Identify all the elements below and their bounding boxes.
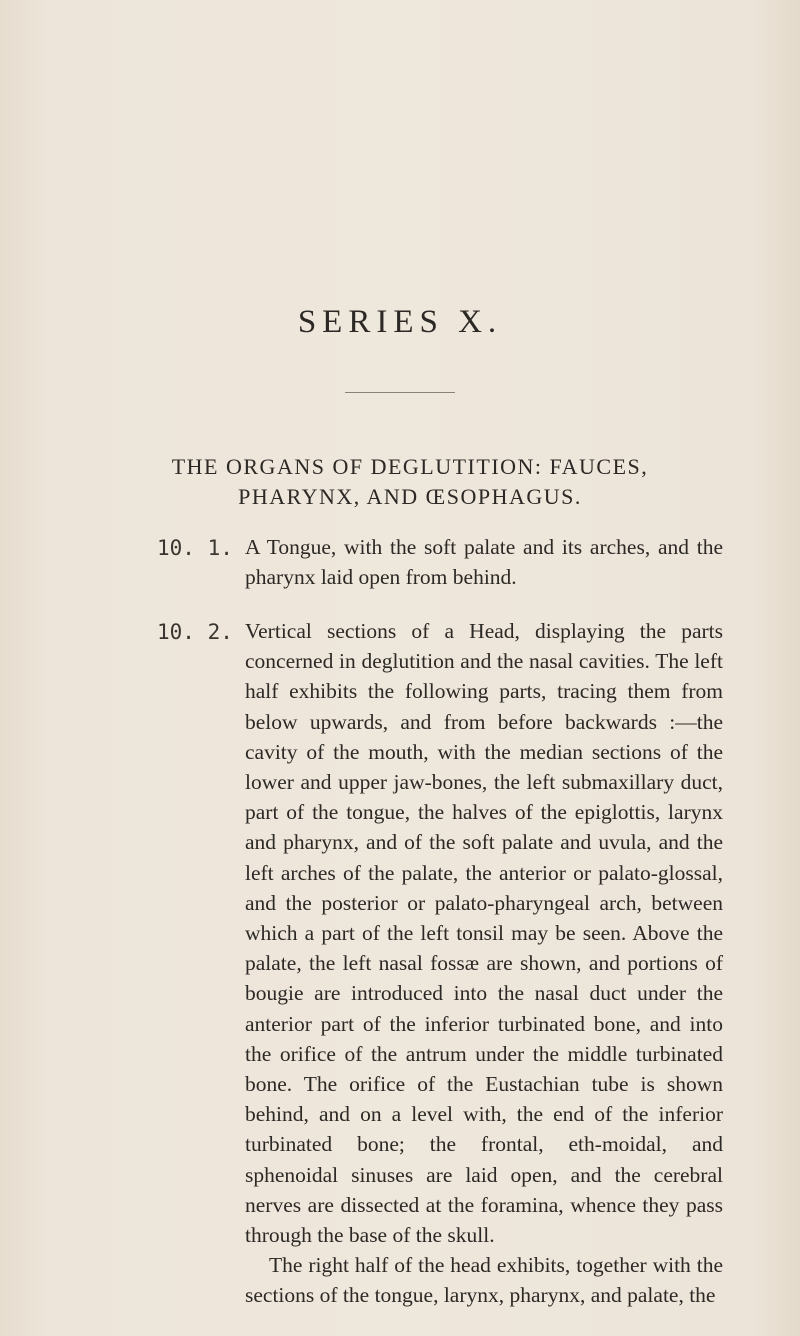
entry-text: Vertical sections of a Head, displaying the parts concerned in deglutition and the nasal cavities. The left half exhibits the following parts, tracing them from below upwards, and from before backwards :—the cavity of the mouth, with the median sections of the lower and upper jaw-bones, the left submaxillary duct, part of the tongue, the halves of the epiglottis, larynx and pharynx, and of the soft palate and uvula, and the left arches of the palate, the anterior or palato-glossal, and the posterior or palato-pharyngeal arch, between which a part of the left tonsil may be seen. Above the palate, the left nasal fossæ are shown, and portions of bougie are introduced into the nasal duct under the anterior part of the inferior turbinated bone, and into the orifice of the antrum under the middle turbinated bone. The orifice of the Eustachian tube is shown behind, and on a level with, the end of the inferior turbinated bone; the frontal, eth-moidal, and sphenoidal sinuses are laid open, and the cerebral nerves are dissected at the foramina, whence they pass through the base of the skull.	[245, 619, 723, 1248]
entry-number: 10. 2.	[157, 620, 233, 644]
entry-continuation-text: The right half of the head exhibits, together with the sections of the tongue, larynx, pharynx, and palate, the	[245, 1253, 723, 1308]
section-heading-line-1: THE ORGANS OF DEGLUTITION: FAUCES,	[171, 454, 649, 479]
section-heading	[130, 452, 690, 512]
entry-text-block	[245, 616, 723, 1311]
section-heading-line-2: PHARYNX, AND ŒSOPHAGUS.	[238, 484, 582, 509]
entry-number: 10. 1.	[157, 536, 233, 560]
title-divider	[345, 392, 455, 393]
series-title: SERIES X.	[297, 304, 503, 340]
entry-text: A Tongue, with the soft palate and its arches, and the pharynx laid open from behind.	[245, 535, 723, 590]
